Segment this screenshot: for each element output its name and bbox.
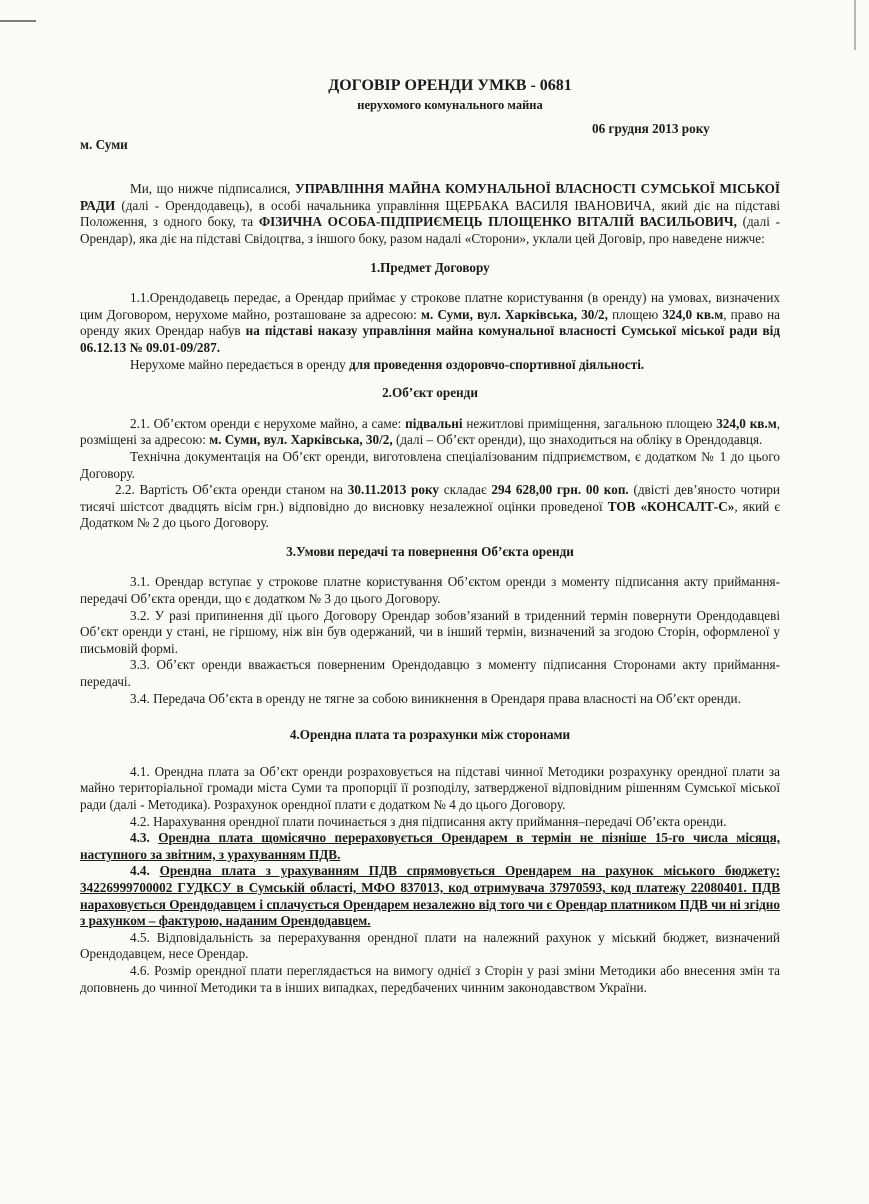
text-run-underlined: Орендна плата щомісячно перераховується Орендарем в термін не пізніше 15-го числа місяця, наступного за звітним, з урахуванням ПДВ. xyxy=(80,830,781,862)
contract-document xyxy=(80,78,780,996)
clause-2-2 xyxy=(80,482,780,532)
text-run: площею xyxy=(607,306,663,322)
clause-number: 4.4. xyxy=(130,863,160,879)
clause-4-6: 4.6. Розмір орендної плати переглядається на вимогу однієї з Сторін у разі зміни Методики або внесення змін та доповнень до чинної Методики та в інших випадках, передбачених чинним законодавством України. xyxy=(80,962,780,995)
text-run: (далі – Об’єкт оренди), що знаходиться на обліку в Орендодавця. xyxy=(392,432,763,448)
document-subtitle: нерухомого комунального майна xyxy=(357,97,543,112)
clause-3-1: 3.1. Орендар вступає у строкове платне користування Об’єктом оренди з моменту підписання акту приймання-передачі Об’єкта оренди, що є додатком № 3 до цього Договору. xyxy=(80,574,780,607)
clause-3-3: 3.3. Об’єкт оренди вважається поверненим Орендодавцю з моменту підписання Сторонами акту приймання-передачі. xyxy=(80,657,780,690)
text-run-bold: 30.11.2013 року xyxy=(347,482,440,498)
contract-city: м. Суми xyxy=(80,137,128,153)
clause-4-4 xyxy=(80,863,780,929)
text-run: , право на оренду яких Орендар набув xyxy=(80,306,780,339)
clause-4-2: 4.2. Нарахування орендної плати починається з дня підписання акту приймання–передачі Об’єкта оренди. xyxy=(130,813,727,829)
scan-edge xyxy=(854,0,856,50)
clause-4-1: 4.1. Орендна плата за Об’єкт оренди розраховується на підставі чинної Методики розрахунку орендної плати за майно територіальної громади міста Суми та пропорції її розподілу, затвердженої відповідним рішенням Сумської міської ради (далі - Методика). Розрахунок орендної плати є додатком № 4 до цього Договору. xyxy=(80,763,780,812)
text-run: 1.1.Орендодавець передає, а Орендар приймає у строкове платне користування (в оренду) на умовах, визначених цим Договором, нерухоме майно, розташоване за адресою: xyxy=(80,290,780,322)
text-run: 2.2. Вартість Об’єкта оренди станом на xyxy=(115,482,348,498)
section-3-heading: 3.Умови передачі та повернення Об’єкта оренди xyxy=(286,543,574,559)
clause-1-1 xyxy=(80,290,780,356)
scan-mark xyxy=(0,20,36,22)
text-run-bold: на підставі наказу управління майна комунальної власності Сумської міської ради від 06.12.13 № 09.01-09/287. xyxy=(80,323,781,355)
text-run: (далі - Орендодавець), в особі начальника управління ЩЕРБАКА ВАСИЛЯ ІВАНОВИЧА, який діє на підставі Положення, з одного боку, та xyxy=(80,197,780,230)
text-run: 2.1. Об’єктом оренди є нерухоме майно, а саме: xyxy=(130,415,406,431)
text-run-bold: м. Суми, вул. Харківська, 30/2, xyxy=(209,432,393,448)
text-run-bold: ТОВ «КОНСАЛТ-С» xyxy=(607,498,735,514)
lessee-name: ФІЗИЧНА ОСОБА-ПІДПРИЄМЕЦЬ ПЛОЩЕНКО ВІТАЛІЙ ВАСИЛЬОВИЧ, xyxy=(258,214,737,230)
section-1-heading: 1.Предмет Договору xyxy=(370,259,490,275)
text-run-bold: 324,0 кв.м xyxy=(662,306,724,322)
lessor-name: УПРАВЛІННЯ МАЙНА КОМУНАЛЬНОЇ ВЛАСНОСТІ СУМСЬКОЇ МІСЬКОЇ РАДИ xyxy=(80,181,780,213)
preamble-paragraph xyxy=(80,181,780,247)
document-title: ДОГОВІР ОРЕНДИ УМКВ - 0681 xyxy=(328,77,572,94)
text-run: Нерухоме майно передається в оренду xyxy=(130,356,350,372)
clause-2-tech-docs: Технічна документація на Об’єкт оренди, виготовлена спеціалізованим підприємством, є додатком № 1 до цього Договору. xyxy=(80,448,780,481)
section-4-heading: 4.Орендна плата та розрахунки між сторонами xyxy=(289,727,571,743)
clause-1-purpose xyxy=(80,357,780,374)
text-run-bold: м. Суми, вул. Харківська, 30/2, xyxy=(421,306,608,322)
place-date-line xyxy=(80,121,780,157)
text-run-bold: 324,0 кв.м xyxy=(716,415,777,431)
text-run: нежитлові приміщення, загальною площею xyxy=(462,415,717,431)
contract-date: 06 грудня 2013 року xyxy=(592,121,710,137)
clause-2-1 xyxy=(80,416,780,449)
text-run: складає xyxy=(439,482,492,498)
text-run-bold: підвальні xyxy=(405,415,463,431)
text-run: (двісті дев’яносто чотири тисячі шістсот двадцять вісім грн.) відповідно до висновку незалежної оцінки проведеної xyxy=(80,482,780,514)
clause-number: 4.3. xyxy=(130,830,159,846)
text-run: , розміщені за адресою: xyxy=(80,415,781,448)
clause-4-5: 4.5. Відповідальність за перерахування орендної плати на належний рахунок у міський бюджет, визначений Орендодавцем, несе Орендар. xyxy=(80,929,780,962)
text-run-bold: 294 628,00 грн. 00 коп. xyxy=(491,482,629,498)
text-run-underlined: Орендна плата з урахуванням ПДВ спрямовується Орендарем на рахунок міського бюджету: 34226999700002 ГУДКСУ в Сумській області, МФО 837013, код отримувача 37970593, код платежу 22080401. ПДВ нараховується Орендодавцем і сплачується Орендарем незалежно від того чи є Орендар платником ПДВ чи ні згідно з рахунком – фактурою, наданим Орендодавцем. xyxy=(80,863,781,929)
text-run: (далі - Орендар), яка діє на підставі Свідоцтва, з іншого боку, разом надалі «Сторони», уклали цей Договір, про наведене нижче: xyxy=(80,214,780,246)
clause-3-4: 3.4. Передача Об’єкта в оренду не тягне за собою виникнення в Орендаря права власності на Об’єкт оренди. xyxy=(130,690,741,706)
text-run-bold: для проведення оздоровчо-спортивної діяльності. xyxy=(349,356,645,372)
section-2-heading: 2.Об’єкт оренди xyxy=(382,385,478,401)
clause-3-2: 3.2. У разі припинення дії цього Договору Орендар зобов’язаний в триденний термін повернути Орендодавцеві Об’єкт оренди у стані, не гіршому, ніж він був одержаний, чи в інший термін, визначений за згодою Сторін, оформленої у письмовій формі. xyxy=(80,607,780,656)
text-run: , який є Додатком № 2 до цього Договору. xyxy=(80,498,780,531)
text-run: Ми, що нижче підписалися, xyxy=(130,181,295,197)
clause-4-3 xyxy=(80,830,780,863)
